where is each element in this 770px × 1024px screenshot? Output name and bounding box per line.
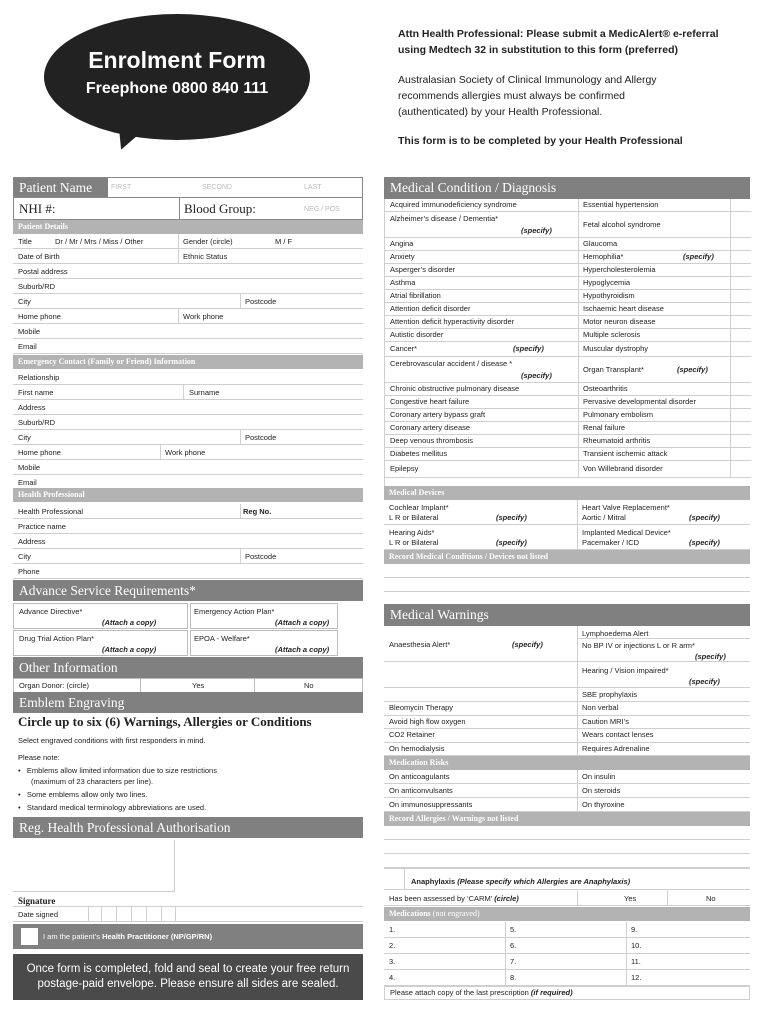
hp-phone-row[interactable]: Phone [13,564,363,579]
condition-divider [578,448,579,461]
condition-checkbox-col [730,357,731,383]
condition-row[interactable] [385,342,751,357]
condition-right-label: Motor neuron disease [583,317,656,326]
condition-right-label: Ischaemic heart disease [583,304,664,313]
record-allergies-header: Record Allergies / Warnings not listed [384,812,750,826]
signature-label: Signature [18,896,56,906]
medication-slot-label: 5. [510,925,517,934]
condition-row[interactable] [385,277,751,290]
grid-row[interactable] [384,784,750,798]
nhi-blood-row[interactable] [13,198,363,220]
speech-bubble [44,14,310,140]
condition-checkbox-col [730,383,731,396]
condition-row[interactable] [385,238,751,251]
condition-grid [384,199,750,486]
condition-left-label: Acquired immunodeficiency syndrome [390,200,517,209]
medical-condition-header: Medical Condition / Diagnosis [384,177,750,199]
condition-left-specify: (specify) [513,344,544,353]
practitioner-checkbox[interactable] [21,928,38,945]
condition-divider [578,342,579,357]
grid-divider [577,798,578,812]
condition-left-label: Atrial fibrillation [390,291,441,300]
grid-left-label: On hemodialysis [389,743,445,753]
warnings-row-anaesthesia[interactable]: Anaesthesia Alert* (specify) Lymphoedema Alert No BP IV or injections L or R arm* (specify) [384,626,750,662]
condition-left-label: Cerebrovascular accident / disease * [390,359,513,368]
title-row[interactable]: Title Dr / Mr / Mrs / Miss / Other Gender (circle) M / F [13,234,363,249]
please-note-label: Please note: [18,753,60,762]
carm-row[interactable]: Has been assessed by ‘CARM’ (circle) Yes No [384,891,750,906]
condition-right-label: Hypercholesterolemia [583,265,656,274]
medication-slot-label: 2. [389,941,396,950]
grid-row[interactable] [384,729,750,743]
grid-right-label: On thyroxine [582,800,625,809]
medication-divider [626,954,627,970]
medication-divider [505,922,506,938]
condition-checkbox-col [730,435,731,448]
bullet-2: • Some emblems allow only two lines. [18,790,148,799]
condition-left-specify: (specify) [521,371,552,380]
bullet-1-cont: (maximum of 23 characters per line). [31,777,154,786]
grid-left-label: On anticonvulsants [389,786,453,795]
grid-divider [577,743,578,757]
ec-email-row[interactable]: Email [13,475,363,490]
organ-donor-row[interactable]: Organ Donor: (circle) Yes No [13,678,363,693]
condition-left-specify: (specify) [521,226,552,235]
grid-divider [577,729,578,743]
condition-divider [578,435,579,448]
condition-divider [578,290,579,303]
condition-divider [578,199,579,212]
medication-row[interactable] [384,938,750,954]
condition-checkbox-col [730,396,731,409]
grid-right-label: Caution MRI’s [582,716,629,726]
record-conditions-line-1[interactable] [384,564,750,578]
grid-left-label: On immunosuppressants [389,800,473,809]
emergency-contact-header: Emergency Contact (Family or Friend) Information [13,355,363,369]
condition-row[interactable] [385,303,751,316]
condition-right-label: Hypothyroidism [583,291,635,300]
grid-left-label: On anticoagulants [389,772,450,781]
condition-checkbox-col [730,264,731,277]
condition-checkbox-col [730,290,731,303]
condition-row[interactable] [385,357,751,383]
other-info-header: Other Information [13,657,363,678]
hp-city-row[interactable]: City Postcode [13,549,363,564]
patient-details-header: Patient Details [13,220,363,234]
condition-row[interactable] [385,316,751,329]
condition-divider [578,329,579,342]
condition-left-label: Angina [390,239,414,248]
condition-checkbox-col [730,448,731,461]
health-professional-header: Health Professional [13,488,363,502]
condition-right-label: Muscular dystrophy [583,344,649,353]
devices-row-1[interactable]: Cochlear Implant* L R or Bilateral (specify) Heart Valve Replacement* Aortic / Mitral (specify) [384,500,750,525]
condition-right-label: Multiple sclerosis [583,330,641,339]
condition-right-label: Glaucoma [583,239,618,248]
condition-left-label: Alzheimer’s disease / Dementia* [390,214,499,223]
condition-row[interactable] [385,383,751,396]
condition-divider [578,316,579,329]
condition-row[interactable] [385,290,751,303]
ascia-notice: Australasian Society of Clinical Immunology and Allergy recommends allergies must always be confirmed (authenticated) by your Health Professional. [398,74,657,118]
condition-right-label: Hypoglycemia [583,278,631,287]
condition-checkbox-col [730,238,731,251]
record-conditions-header: Record Medical Conditions / Devices not listed [384,550,750,564]
condition-left-label: Anxiety [390,252,415,261]
date-signed-row[interactable]: Date signed [13,906,363,922]
attn-notice: Attn Health Professional: Please submit a MedicAlert® e-referral using Medtech 32 in substitution to this form (preferred) [398,28,719,56]
allergy-line-2[interactable] [384,840,750,854]
ec-address-row[interactable]: Address [13,400,363,415]
condition-left-label: Asthma [390,278,416,287]
dob-row[interactable]: Date of Birth Ethnic Status [13,249,363,264]
condition-row[interactable] [385,264,751,277]
patient-name-label: Patient Name [14,178,108,197]
ec-mobile-row[interactable]: Mobile [13,460,363,475]
medication-slot-label: 6. [510,941,517,950]
condition-left-label: Coronary artery disease [390,423,471,432]
grid-left-label: Avoid high flow oxygen [389,716,466,726]
condition-row[interactable] [385,435,751,448]
fold-seal-instructions: Once form is completed, fold and seal to create your free return postage-paid envelope. Please ensure all sides are sealed. [13,954,363,1000]
condition-left-label: Deep venous thrombosis [390,436,473,445]
condition-row[interactable] [385,251,751,264]
emblem-engraving-header: Emblem Engraving [13,692,363,713]
condition-row[interactable] [385,422,751,435]
medication-divider [505,954,506,970]
risks-grid [384,770,750,812]
postal-address-row[interactable]: Postal address [13,264,363,279]
condition-row[interactable] [385,448,751,461]
condition-left-label: Diabetes mellitus [390,449,448,458]
devices-row-2[interactable]: Hearing Aids* L R or Bilateral (specify) Implanted Medical Device* Pacemaker / ICD (specify) [384,525,750,550]
condition-row[interactable] [385,409,751,422]
grid-right-label: Requires Adrenaline [582,743,650,753]
condition-row[interactable] [385,212,751,238]
grid-divider [577,784,578,798]
grid-row[interactable] [384,743,750,757]
grid-right-label: On steroids [582,786,621,795]
medical-devices-header: Medical Devices [384,486,750,500]
ec-phone-row[interactable]: Home phone Work phone [13,445,363,460]
condition-right-label: Hemophilia* [583,252,624,261]
mobile-row[interactable]: Mobile [13,324,363,339]
ec-name-row[interactable]: First name Surname [13,385,363,400]
stamp-area[interactable] [13,840,175,892]
condition-divider [578,461,579,478]
condition-left-label: Coronary artery bypass graft [390,410,486,419]
medication-risks-header: Medication Risks [384,756,750,770]
condition-right-label: Von Willebrand disorder [583,464,663,473]
condition-right-label: Pulmonary embolism [583,410,654,419]
grid-row[interactable] [384,702,750,716]
medication-slot-label: 10. [631,941,642,950]
condition-checkbox-col [730,199,731,212]
freephone-number: Freephone 0800 840 111 [85,80,269,97]
warnings-row-sbe[interactable]: SBE prophylaxis [384,688,750,702]
grid-divider [577,702,578,716]
first-name-hint: FIRST [111,184,132,191]
anaphylaxis-row[interactable]: Anaphylaxis (Please specify which Allergies are Anaphylaxis) [384,868,750,890]
condition-divider [578,303,579,316]
condition-left-label: Chronic obstructive pulmonary disease [390,384,520,393]
medication-slot-label: 9. [631,925,638,934]
circle-six-title: Circle up to six (6) Warnings, Allergies or Conditions [18,714,312,729]
email-row[interactable]: Email [13,339,363,354]
grid-left-label: CO2 Retainer [389,730,435,739]
condition-checkbox-col [730,329,731,342]
select-engraved-note: Select engraved conditions with first responders in mind. [18,736,206,745]
grid-left-label: Bleomycin Therapy [389,703,454,712]
medication-slot-label: 12. [631,973,642,982]
condition-right-label: Osteoarthritis [583,384,628,393]
advance-service-header: Advance Service Requirements* [13,580,363,601]
advance-directive-box[interactable]: Advance Directive* (Attach a copy) [13,603,188,629]
grid-row[interactable] [384,798,750,812]
grid-divider [577,770,578,784]
condition-left-label: Congestive heart failure [390,397,470,406]
home-phone-row[interactable]: Home phone Work phone [13,309,363,324]
condition-checkbox-col [730,422,731,435]
condition-checkbox-col [730,409,731,422]
ec-city-row[interactable]: City Postcode [13,430,363,445]
condition-checkbox-col [730,303,731,316]
medication-row[interactable] [384,922,750,938]
grid-right-label: Wears contact lenses [582,730,654,739]
completion-notice: This form is to be completed by your Health Professional [398,135,683,147]
medication-divider [626,970,627,986]
warnings-row-hearing[interactable]: Hearing / Vision impaired* (specify) [384,662,750,688]
condition-divider [578,357,579,383]
condition-checkbox-col [730,316,731,329]
form-title: Enrolment Form [88,47,266,73]
drug-trial-box[interactable]: Drug Trial Action Plan* (Attach a copy) [13,630,188,656]
allergy-line-3[interactable] [384,854,750,868]
city-row[interactable]: City Postcode [13,294,363,309]
condition-row[interactable] [385,396,751,409]
condition-left-label: Asperger’s disorder [390,265,456,274]
hp-address-row[interactable]: Address [13,534,363,549]
practice-row[interactable]: Practice name [13,519,363,534]
warnings-grid [384,702,750,756]
condition-right-label: Essential hypertension [583,200,659,209]
medication-slot-label: 4. [389,973,396,982]
condition-left-label: Attention deficit hyperactivity disorder [390,317,515,326]
suburb-row[interactable]: Suburb/RD [13,279,363,294]
last-name-hint: LAST [304,184,322,191]
condition-left-label: Cancer* [390,344,418,353]
condition-left-label: Attention deficit disorder [390,304,471,313]
condition-divider [578,238,579,251]
condition-divider [578,212,579,238]
prescription-note: Please attach copy of the last prescription (if required) [384,986,750,1000]
medication-divider [626,922,627,938]
condition-checkbox-col [730,342,731,357]
condition-divider [578,422,579,435]
medication-row[interactable] [384,954,750,970]
medical-warnings-header: Medical Warnings [384,604,750,626]
allergy-line-1[interactable] [384,826,750,840]
grid-row[interactable] [384,716,750,730]
ec-suburb-row[interactable]: Suburb/RD [13,415,363,430]
condition-right-label: Pervasive developmental disorder [583,397,696,406]
medication-slot-label: 1. [389,925,396,934]
nhi-label: NHI #: [19,201,56,216]
second-name-hint: SECOND [202,184,232,191]
relationship-row[interactable]: Relationship [13,370,363,385]
medication-divider [505,970,506,986]
medication-divider [505,938,506,954]
patient-name-row[interactable] [13,177,363,198]
medication-slot-label: 8. [510,973,517,982]
condition-divider [578,264,579,277]
condition-divider [578,396,579,409]
condition-divider [578,383,579,396]
grid-row[interactable] [384,770,750,784]
condition-right-label: Fetal alcohol syndrome [583,220,661,229]
practitioner-confirm-row: I am the patient’s Health Practitioner (NP/GP/RN) [13,924,363,949]
condition-right-label: Renal failure [583,423,626,432]
condition-row[interactable] [385,199,751,212]
bullet-3: • Standard medical terminology abbreviations are used. [18,803,207,812]
medication-slot-label: 11. [631,957,641,966]
condition-left-label: Epilepsy [390,464,419,473]
epoa-box[interactable]: EPOA - Welfare* (Attach a copy) [190,630,338,656]
grid-right-label: On insulin [582,772,616,781]
medications-header: Medications (not engraved) [384,907,750,921]
medication-row[interactable] [384,970,750,986]
condition-divider [578,251,579,264]
grid-right-label: Non verbal [582,703,619,712]
condition-divider [578,409,579,422]
condition-checkbox-col [730,277,731,290]
condition-row[interactable] [385,329,751,342]
bullet-1: • Emblems allow limited information due to size restrictions [18,766,217,775]
condition-right-label: Rheumatoid arthritis [583,436,651,445]
hp-row[interactable]: Health Professional Reg No. [13,504,363,519]
medication-slot-label: 3. [389,957,396,966]
neg-pos-hint: NEG / POS [304,206,340,213]
condition-right-specify: (specify) [677,365,708,374]
condition-checkbox-col [730,212,731,238]
record-conditions-line-2[interactable] [384,578,750,592]
blood-group-label: Blood Group: [184,201,256,216]
condition-checkbox-col [730,251,731,264]
grid-divider [577,716,578,730]
condition-right-label: Transient ischemic attack [583,449,668,458]
reg-hp-auth-header: Reg. Health Professional Authorisation [13,817,363,838]
condition-right-specify: (specify) [683,252,714,261]
condition-left-label: Autistic disorder [390,330,444,339]
condition-right-label: Organ Transplant* [583,365,644,374]
condition-divider [578,277,579,290]
medications-grid [384,922,750,986]
emergency-action-plan-box[interactable]: Emergency Action Plan* (Attach a copy) [190,603,338,629]
condition-checkbox-col [730,461,731,478]
medication-slot-label: 7. [510,957,517,966]
medication-divider [626,938,627,954]
condition-row[interactable] [385,461,751,478]
